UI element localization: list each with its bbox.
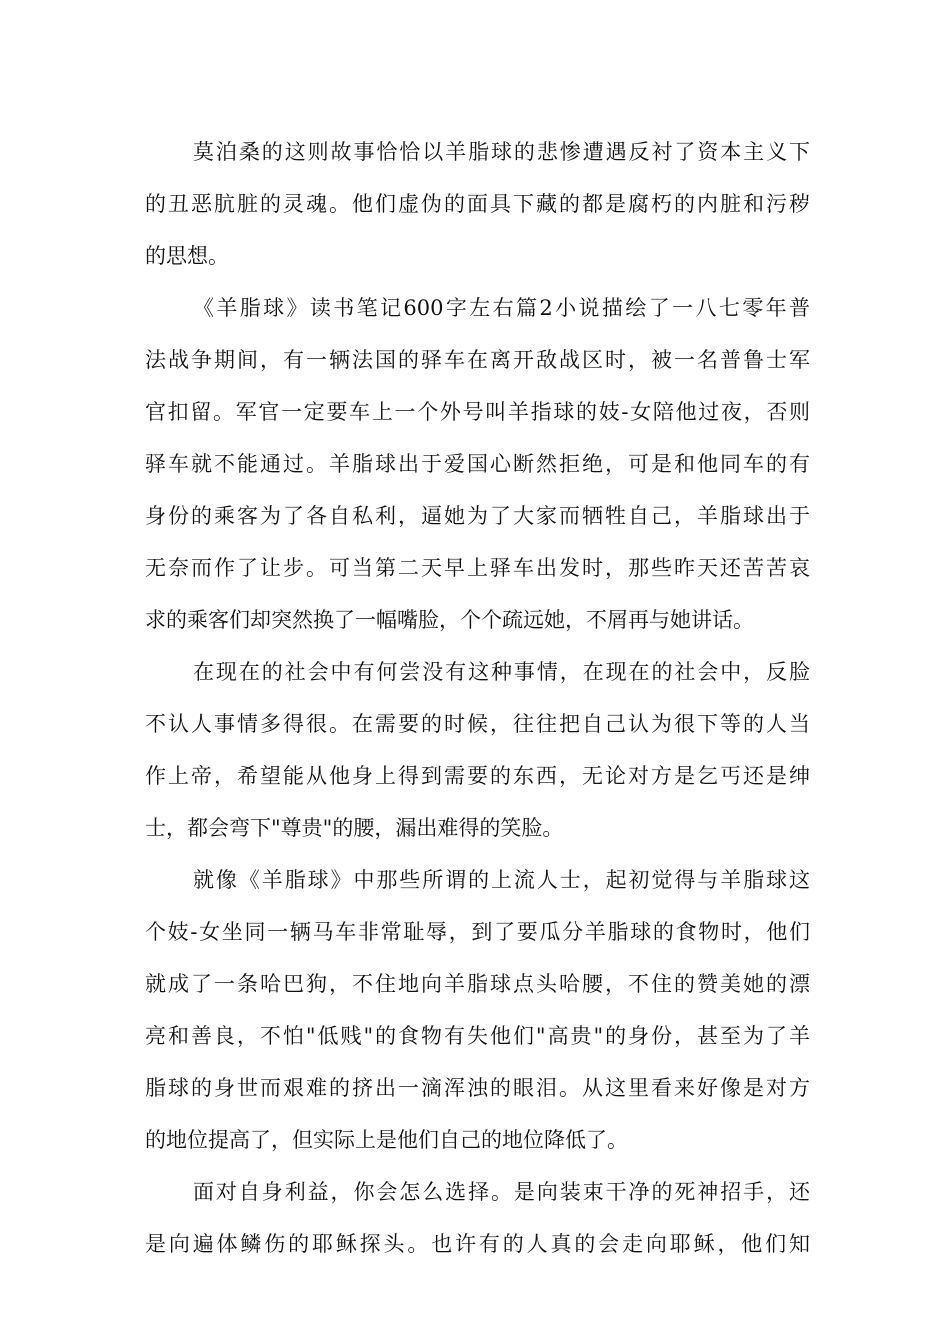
text-line: 在现在的社会中有何尝没有这种事情，在现在的社会中，反脸 bbox=[193, 660, 810, 684]
text-line: 无奈而作了让步。可当第二天早上驿车出发时，那些昨天还苦苦哀 bbox=[145, 556, 810, 580]
text-line: 官扣留。军官一定要车上一个外号叫羊指球的妓-女陪他过夜，否则 bbox=[145, 400, 810, 424]
text-line: 的思想。 bbox=[145, 244, 229, 268]
text-line: 的丑恶肮脏的灵魂。他们虚伪的面具下藏的都是腐朽的内脏和污秽 bbox=[145, 192, 810, 216]
body-text bbox=[145, 126, 810, 1270]
text-line: 是向遍体鳞伤的耶稣探头。也许有的人真的会走向耶稣，他们知 bbox=[145, 1232, 810, 1256]
text-line: 求的乘客们却突然换了一幅嘴脸，个个疏远她，不屑再与她讲话。 bbox=[145, 608, 754, 632]
text-line: 作上帝，希望能从他身上得到需要的东西，无论对方是乞丐还是绅 bbox=[145, 764, 810, 788]
text-line: 脂球的身世而艰难的挤出一滴浑浊的眼泪。从这里看来好像是对方 bbox=[145, 1076, 810, 1100]
text-line: 就成了一条哈巴狗，不住地向羊脂球点头哈腰，不住的赞美她的漂 bbox=[145, 972, 810, 996]
text-line: 个妓-女坐同一辆马车非常耻辱，到了要瓜分羊脂球的食物时，他们 bbox=[145, 920, 810, 944]
text-line: 莫泊桑的这则故事恰恰以羊脂球的悲惨遭遇反衬了资本主义下 bbox=[193, 140, 810, 164]
text-line: 驿车就不能通过。羊脂球出于爱国心断然拒绝，可是和他同车的有 bbox=[145, 452, 810, 476]
text-line: 《羊脂球》读书笔记600字左右篇2小说描绘了一八七零年普 bbox=[193, 296, 810, 320]
text-line: 亮和善良，不怕"低贱"的食物有失他们"高贵"的身份，甚至为了羊 bbox=[145, 1024, 810, 1048]
text-line: 士，都会弯下"尊贵"的腰，漏出难得的笑脸。 bbox=[145, 816, 564, 840]
text-line: 法战争期间，有一辆法国的驿车在离开敌战区时，被一名普鲁士军 bbox=[145, 348, 810, 372]
text-line: 就像《羊脂球》中那些所谓的上流人士，起初觉得与羊脂球这 bbox=[193, 868, 810, 892]
text-line: 的地位提高了，但实际上是他们自己的地位降低了。 bbox=[145, 1128, 628, 1152]
text-line: 不认人事情多得很。在需要的时候，往往把自己认为很下等的人当 bbox=[145, 712, 810, 736]
text-line: 身份的乘客为了各自私利，逼她为了大家而牺牲自己，羊脂球出于 bbox=[145, 504, 810, 528]
text-line: 面对自身利益，你会怎么选择。是向装束干净的死神招手，还 bbox=[193, 1180, 810, 1204]
